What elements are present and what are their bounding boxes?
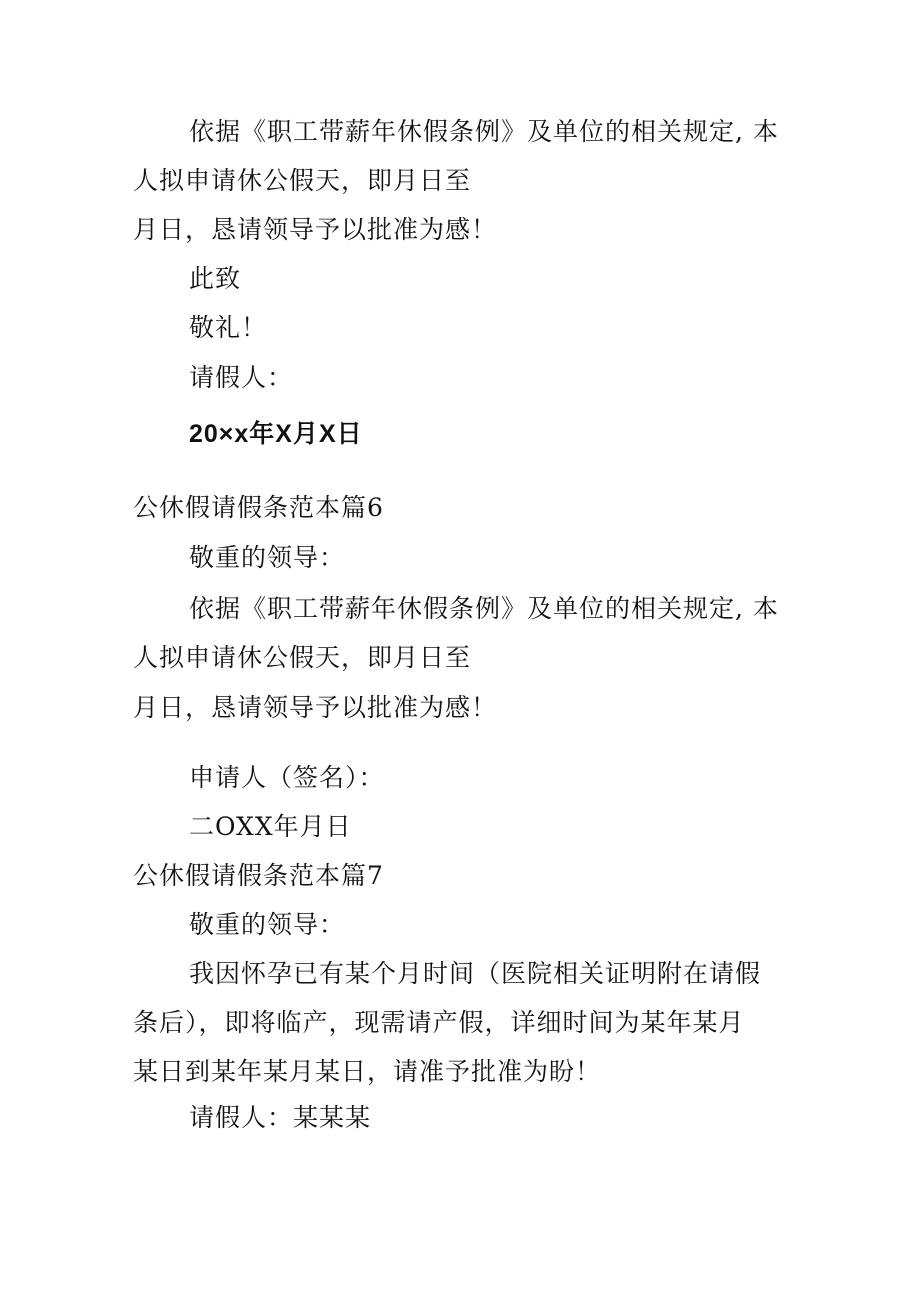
closing-line: 此致 [189,264,242,293]
signer-line: 请假人： [189,363,294,392]
paragraph-line: 月日，恳请领导予以批准为感！ [133,215,498,244]
date-line: 二OXX年月日 [189,812,352,841]
paragraph-line: 我因怀孕已有某个月时间（医院相关证明附在请假 [189,959,762,988]
signer-line: 申请人（签名）： [189,763,385,792]
section-heading: 公休假请假条范本篇7 [133,861,384,890]
salutation-line: 敬重的领导： [189,543,346,572]
salutation-line: 敬重的领导： [189,910,346,939]
paragraph-line: 依据《职工带薪年休假条例》及单位的相关规定, 本 [189,594,779,623]
signer-line: 请假人：某某某 [189,1103,372,1132]
section-heading: 公休假请假条范本篇6 [133,493,384,522]
paragraph-line: 条后），即将临产，现需请产假，详细时间为某年某月 [133,1008,745,1037]
closing-line: 敬礼！ [189,313,268,342]
paragraph-line: 人拟申请休公假天，即月日至 [133,166,472,195]
paragraph-line: 某日到某年某月某日，请准予批准为盼！ [133,1057,602,1086]
paragraph-line: 月日，恳请领导予以批准为感！ [133,693,498,722]
paragraph-line: 依据《职工带薪年休假条例》及单位的相关规定, 本 [189,117,779,146]
date-line: 20×x年X月X日 [189,420,363,448]
paragraph-line: 人拟申请休公假天，即月日至 [133,643,472,672]
